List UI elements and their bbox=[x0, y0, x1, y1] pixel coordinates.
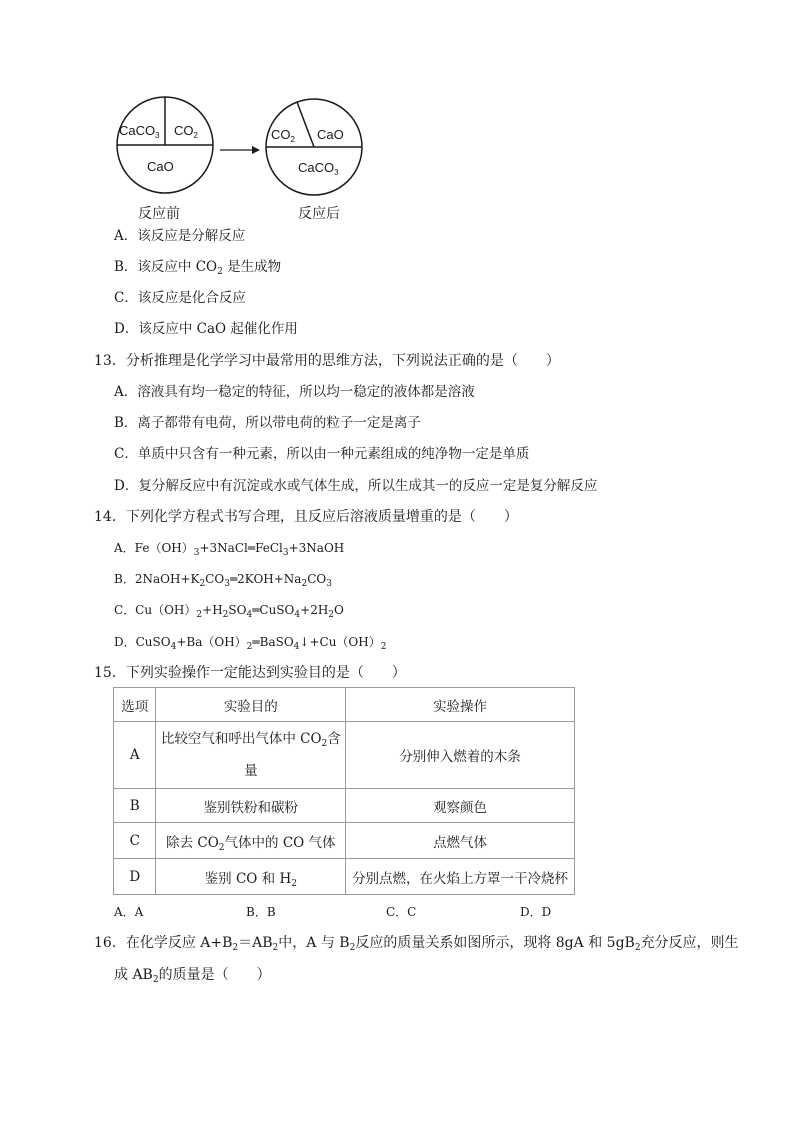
before-caption: 反应前 bbox=[138, 205, 180, 221]
q14-option-b: B．$2NaOH+K_2CO_3═2KOH+Na_2CO_3$ bbox=[114, 572, 332, 589]
table-row bbox=[114, 789, 575, 823]
row-goal: 比较空气和呼出气体中 $CO_2$含量 bbox=[156, 722, 346, 789]
q15-choice-b: B．B bbox=[246, 905, 276, 919]
before-label-co2: $CO_2$ bbox=[174, 123, 198, 140]
q14-stem: 14．下列化学方程式书写合理，且反应后溶液质量增重的是（ ） bbox=[94, 509, 518, 525]
row-option: C bbox=[114, 823, 156, 859]
q12-option-b: B．该反应中 $CO_2$ 是生成物 bbox=[114, 259, 282, 277]
q15-choice-c: C．C bbox=[386, 905, 417, 919]
header-goal: 实验目的 bbox=[156, 688, 346, 722]
experiment-table bbox=[113, 687, 575, 895]
q15-choice-d: D．D bbox=[520, 905, 552, 919]
row-option: D bbox=[114, 859, 156, 895]
row-operation: 观察颜色 bbox=[346, 789, 575, 823]
row-option: B bbox=[114, 789, 156, 823]
after-pie bbox=[266, 99, 362, 221]
q12-option-d: D．该反应中 CaO 起催化作用 bbox=[114, 321, 298, 337]
q16-stem-line2: 成 $AB_2$的质量是（ ） bbox=[114, 967, 271, 985]
q12-option-c: C．该反应是化合反应 bbox=[114, 290, 246, 306]
q13-stem: 13．分析推理是化学学习中最常用的思维方法，下列说法正确的是（ ） bbox=[94, 353, 560, 369]
reaction-arrow bbox=[220, 146, 260, 154]
q14-option-c: C．$Cu(OH)_2+H_2SO_4═CuSO_4+2H_2O$ bbox=[114, 603, 344, 620]
table-row bbox=[114, 722, 575, 789]
q14-option-a: A．$Fe(OH)_3+3NaCl═FeCl_3+3NaOH$ bbox=[114, 541, 345, 558]
q15-choice-a: A．A bbox=[114, 905, 144, 919]
row-option: A bbox=[114, 722, 156, 789]
row-goal: 鉴别铁粉和碳粉 bbox=[156, 789, 346, 823]
row-operation: 点燃气体 bbox=[346, 823, 575, 859]
after-caption: 反应后 bbox=[298, 205, 340, 221]
before-pie bbox=[117, 97, 213, 221]
table-header-row bbox=[114, 688, 575, 722]
after-label-cao: CaO bbox=[317, 127, 344, 142]
table-row bbox=[114, 859, 575, 895]
q13-option-c: C．单质中只含有一种元素，所以由一种元素组成的纯净物一定是单质 bbox=[114, 446, 530, 462]
q13-option-b: B．离子都带有电荷，所以带电荷的粒子一定是离子 bbox=[114, 415, 421, 431]
after-label-caco3: CaCO$_3$ bbox=[298, 160, 339, 177]
reaction-diagram bbox=[110, 90, 380, 225]
q12-option-a: A．该反应是分解反应 bbox=[114, 228, 246, 244]
q13-option-d: D．复分解反应中有沉淀或水或气体生成，所以生成其一的反应一定是复分解反应 bbox=[114, 478, 598, 494]
table-row bbox=[114, 823, 575, 859]
before-label-caco3: CaCO$_3$ bbox=[119, 123, 160, 140]
header-operation: 实验操作 bbox=[346, 688, 575, 722]
q15-stem: 15．下列实验操作一定能达到实验目的是（ ） bbox=[94, 665, 406, 681]
after-label-co2: $CO_2$ bbox=[271, 127, 295, 144]
q16-stem-line1: 16．在化学反应 $A+B_2=AB_2$中，A 与 $B_2$反应的质量关系如图所示，现将 8gA 和 $5gB_2$充分反应，则生 bbox=[94, 935, 739, 953]
q13-option-a: A．溶液具有均一稳定的特征，所以均一稳定的液体都是溶液 bbox=[114, 384, 475, 400]
header-option: 选项 bbox=[114, 688, 156, 722]
row-operation: 分别伸入燃着的木条 bbox=[346, 722, 575, 789]
row-goal: 鉴别 CO 和 $H_2$ bbox=[156, 859, 346, 895]
row-operation: 分别点燃，在火焰上方罩一干冷烧杯 bbox=[346, 859, 575, 895]
row-goal: 除去 $CO_2$气体中的 CO 气体 bbox=[156, 823, 346, 859]
q14-option-d: D．$CuSO_4+Ba(OH)_2═BaSO_4↓+Cu(OH)_2$ bbox=[114, 635, 387, 652]
before-label-cao: CaO bbox=[147, 159, 174, 174]
